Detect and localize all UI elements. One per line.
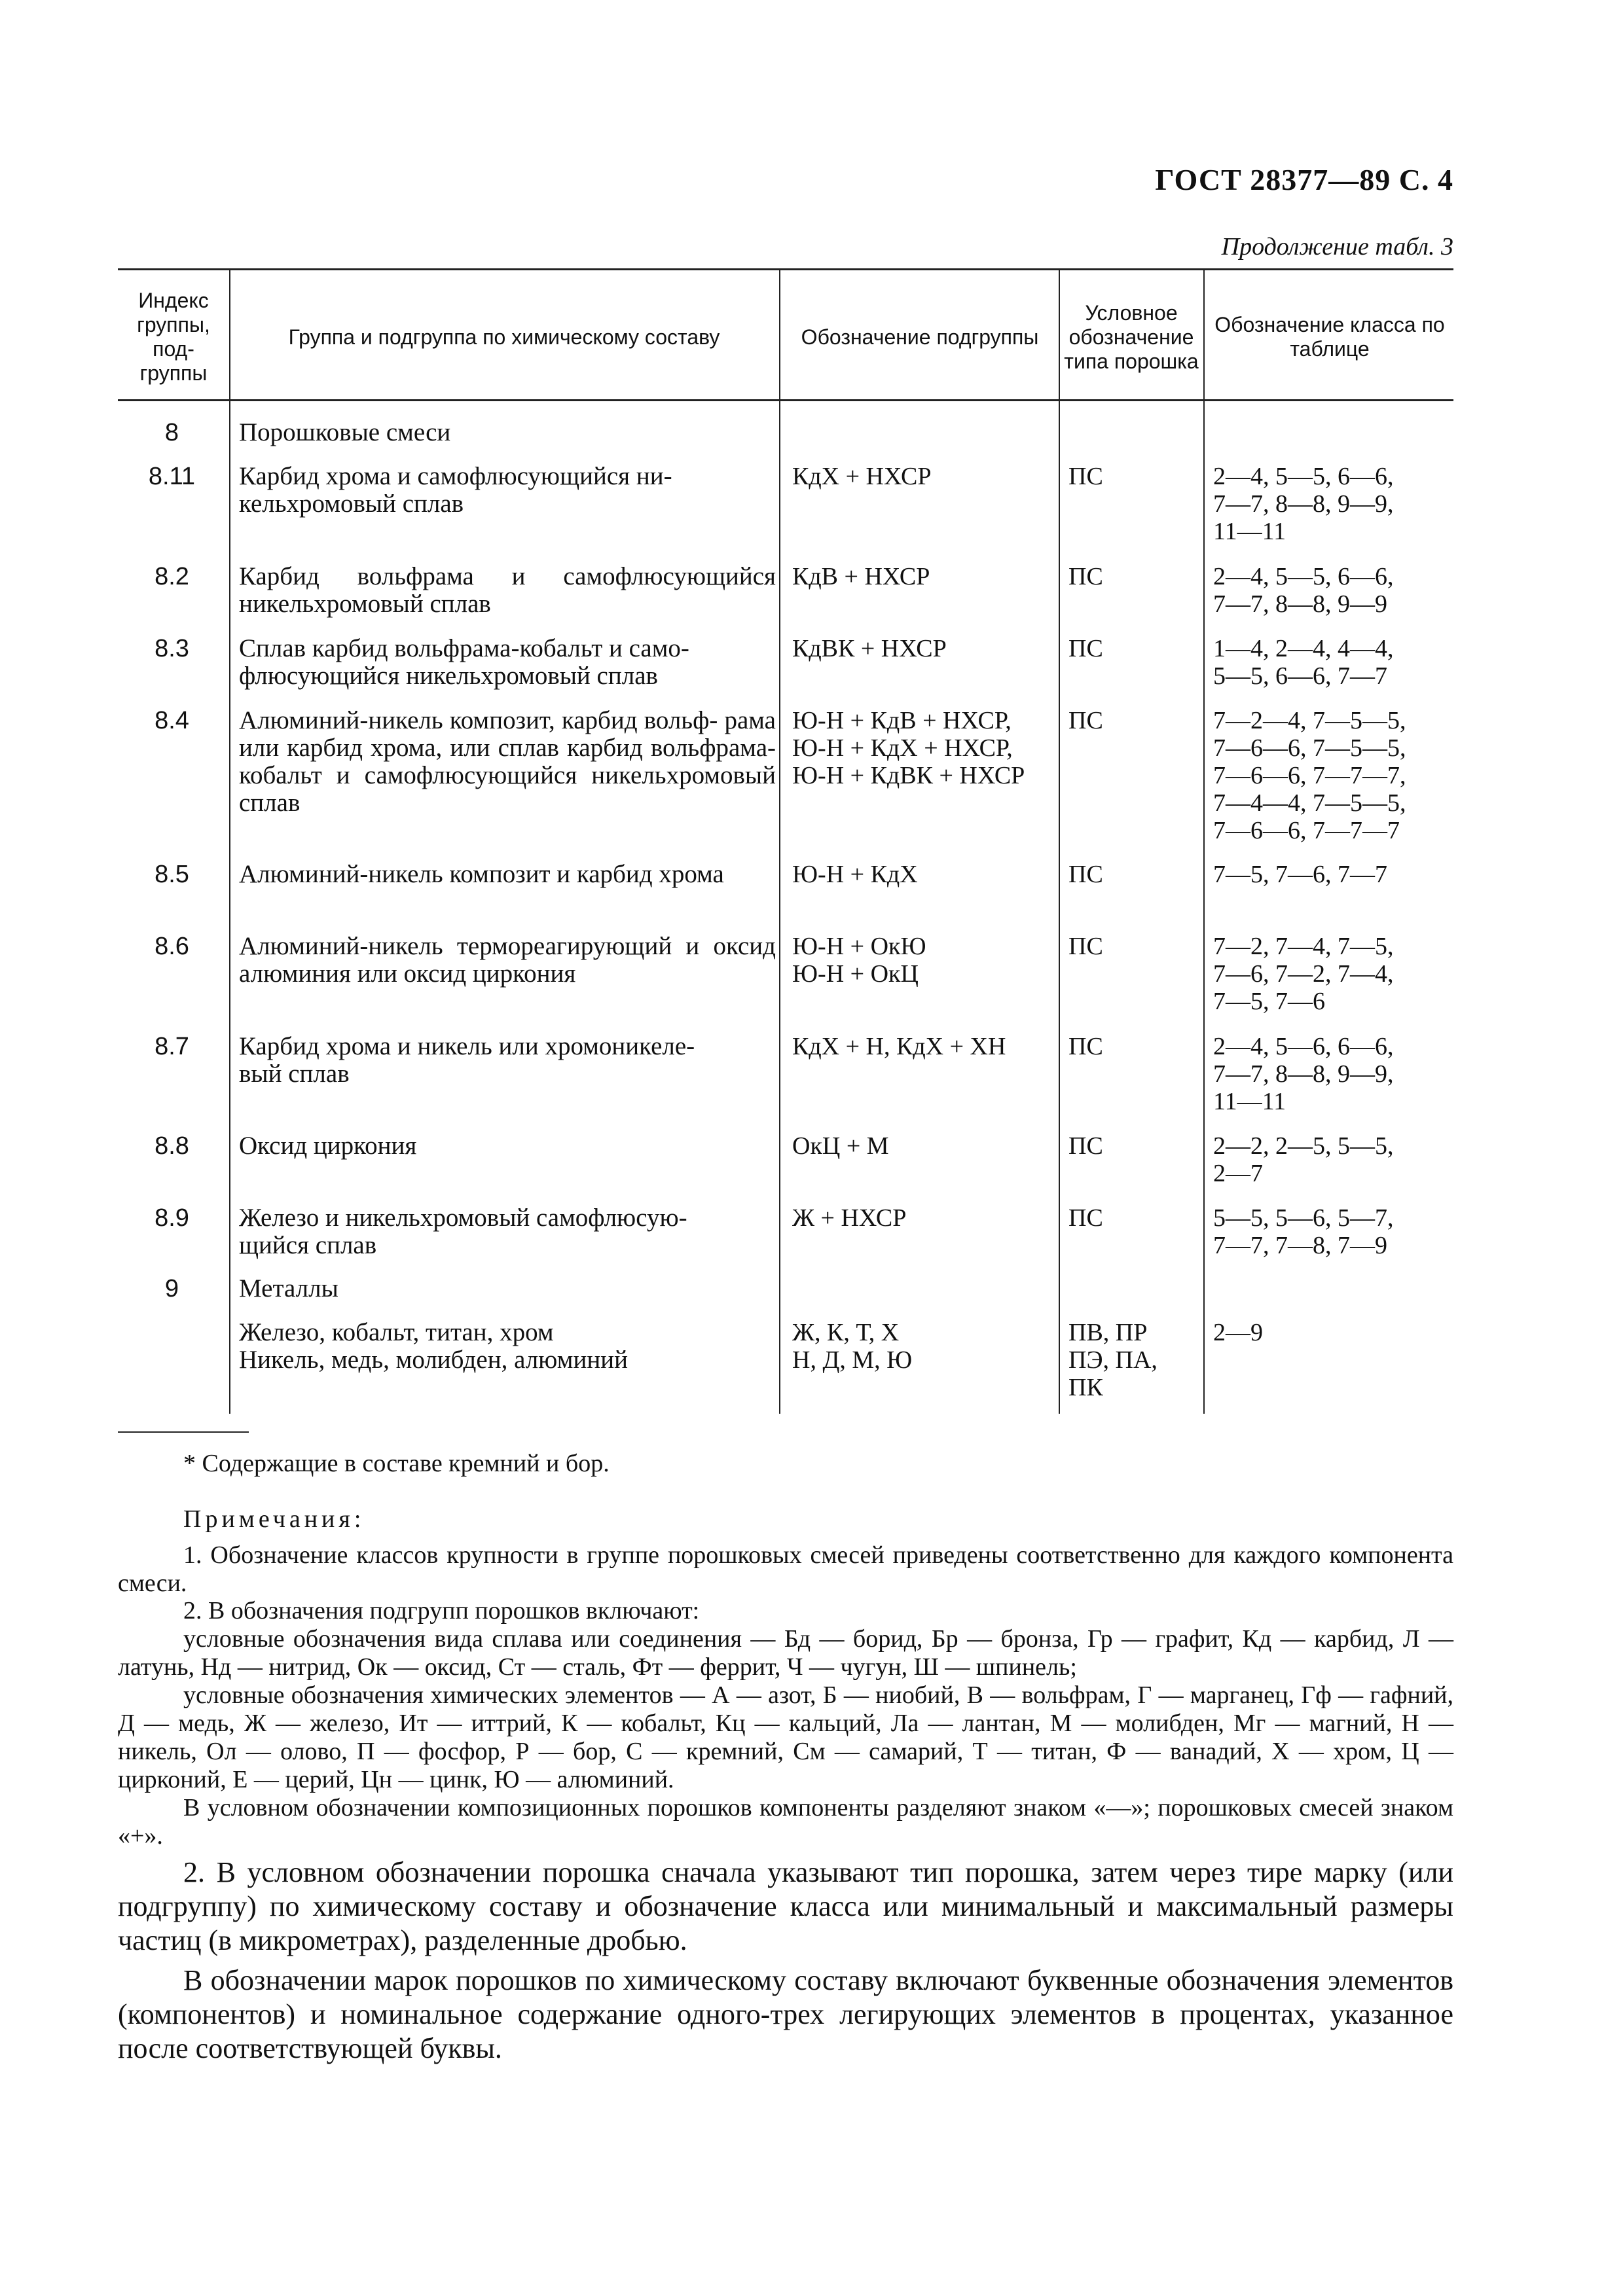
row-type: ПС (1068, 563, 1103, 590)
row-subgroup: Ю-Н + ОкЮ Ю-Н + ОкЦ (792, 933, 926, 988)
row-subgroup: КдХ + НХСР (792, 463, 932, 490)
notes-title: Примечания: (183, 1505, 365, 1533)
row-type: ПС (1068, 635, 1103, 662)
row-index: 8 (164, 419, 179, 446)
row-type: ПС (1068, 1204, 1103, 1232)
footnote-rule (118, 1431, 249, 1433)
table-top-rule (118, 268, 1453, 270)
row-type: ПС (1068, 707, 1103, 734)
row-index: 8.4 (155, 707, 189, 734)
row-class: 1—4, 2—4, 4—4, 5—5, 6—6, 7—7 (1213, 635, 1394, 690)
row-subgroup: Ю-Н + КдВ + НХСР, Ю-Н + КдХ + НХСР, Ю-Н + КдВК + НХСР (792, 707, 1025, 789)
table-continuation-label: Продолжение табл. 3 (1221, 233, 1453, 260)
row-class: 2—4, 5—5, 6—6, 7—7, 8—8, 9—9, 11—11 (1213, 463, 1394, 545)
note-2-separators: В условном обозначении композиционных порошков компоненты разделяют знаком «—»; порошковых смесей знаком «+». (118, 1794, 1453, 1850)
row-group: Алюминий-никель композит и карбид хрома (239, 860, 724, 888)
row-group: Карбид хрома и самофлюсующийся ни- кельхромовый сплав (239, 462, 672, 518)
column-divider (1203, 268, 1205, 1414)
row-index: 9 (164, 1275, 179, 1302)
row-group: Металлы (239, 1274, 338, 1302)
row-type: ПС (1068, 861, 1103, 888)
row-subgroup: КдХ + Н, КдХ + ХН (792, 1033, 1006, 1060)
row-subgroup: Ж + НХСР (792, 1204, 907, 1232)
row-index: 8.3 (155, 635, 189, 662)
row-class: 5—5, 5—6, 5—7, 7—7, 7—8, 7—9 (1213, 1204, 1394, 1259)
column-divider (229, 268, 230, 1414)
row-subgroup: КдВК + НХСР (792, 635, 947, 662)
row-index: 8.6 (155, 933, 189, 960)
row-group: Оксид циркония (239, 1132, 417, 1160)
body-paragraph-3: В обозначении марок порошков по химическому составу включают буквенные обозначения элементов (компонентов) и номинальное содержание одного-трех легирующих элементов в процентах, указанное после соответствующей буквы. (118, 1964, 1453, 2064)
column-header-subgroup: Обозначение подгруппы (801, 325, 1039, 349)
row-group: Алюминий-никель композит, карбид вольф- рама или карбид хрома, или сплав карбид вольфрама-кобальт и самофлюсующийся никельхромовый сплав (239, 706, 776, 817)
row-type: ПС (1068, 1132, 1103, 1160)
note-1: 1. Обозначение классов крупности в группе порошковых смесей приведены соответственно для каждого компонента смеси. (118, 1541, 1453, 1597)
row-group: Порошковые смеси (239, 418, 451, 446)
note-2-alloys: условные обозначения вида сплава или соединения — Бд — борид, Бр — бронза, Гр — графит, Кд — карбид, Л — латунь, Нд — нитрид, Ок — оксид, Ст — сталь, Фт — феррит, Ч — чугун, Ш — шпинель; (118, 1625, 1453, 1681)
row-group: Железо и никельхромовый самофлюсую- щийся сплав (239, 1204, 687, 1259)
row-index: 8.11 (148, 463, 196, 490)
row-subgroup: Ю-Н + КдХ (792, 861, 918, 888)
row-group: Алюминий-никель термореагирующий и оксид алюминия или оксид циркония (239, 932, 776, 988)
row-group: Карбид вольфрама и самофлюсующийся никельхромовый сплав (239, 562, 776, 618)
row-type: ПС (1068, 1033, 1103, 1060)
row-index: 8.9 (155, 1204, 189, 1232)
row-class: 2—4, 5—5, 6—6, 7—7, 8—8, 9—9 (1213, 563, 1394, 618)
table-header-rule (118, 399, 1453, 401)
row-type: ПС (1068, 933, 1103, 960)
column-header-type: Условное обозначение типа порошка (1064, 300, 1199, 373)
row-subgroup: КдВ + НХСР (792, 563, 930, 590)
row-type: ПВ, ПР ПЭ, ПА, ПК (1068, 1319, 1158, 1401)
column-divider (779, 268, 780, 1414)
row-index: 8.5 (155, 861, 189, 888)
row-class: 7—5, 7—6, 7—7 (1213, 861, 1387, 888)
column-header-index: Индекс группы, под- группы (137, 289, 210, 385)
row-index: 8.8 (155, 1132, 189, 1160)
note-2-elements: условные обозначения химических элементов — А — азот, Б — ниобий, В — вольфрам, Г — марганец, Гф — гафний, Д — медь, Ж — железо, Ит — иттрий, К — кобальт, Кц — кальций, Ла — лантан, М — молибден, Мг — магний, Н — никель, Ол — олово, П — фосфор, Р — бор, С — кремний, См — самарий, Т — титан, Ф — ванадий, Х — хром, Ц — цирконий, Е — церий, Цн — цинк, Ю — алюминий. (118, 1681, 1453, 1793)
row-group: Карбид хрома и никель или хромоникеле- вый сплав (239, 1032, 695, 1088)
row-group: Железо, кобальт, титан, хром Никель, медь, молибден, алюминий (239, 1318, 628, 1374)
row-subgroup: ОкЦ + М (792, 1132, 889, 1160)
footnote: * Содержащие в составе кремний и бор. (183, 1450, 610, 1477)
column-header-group: Группа и подгруппа по химическому составу (288, 325, 720, 349)
body-paragraph-2: 2. В условном обозначении порошка сначала указывают тип порошка, затем через тире марку (или подгруппу) по химическому составу и обозначение класса или минимальный и максимальный размеры частиц (в микрометрах), разделенные дробью. (118, 1856, 1453, 1956)
column-header-class: Обозначение класса по таблице (1214, 313, 1445, 361)
note-2: 2. В обозначения подгрупп порошков включают: (183, 1597, 700, 1624)
row-type: ПС (1068, 463, 1103, 490)
row-group: Сплав карбид вольфрама-кобальт и само- флюсующийся никельхромовый сплав (239, 634, 689, 690)
row-subgroup: Ж, К, Т, Х Н, Д, М, Ю (792, 1319, 913, 1374)
row-class: 2—2, 2—5, 5—5, 2—7 (1213, 1132, 1394, 1187)
row-class: 2—9 (1213, 1319, 1263, 1346)
row-index: 8.2 (155, 563, 189, 590)
row-class: 7—2—4, 7—5—5, 7—6—6, 7—5—5, 7—6—6, 7—7—7, 7—4—4, 7—5—5, 7—6—6, 7—7—7 (1213, 707, 1406, 844)
page-header: ГОСТ 28377—89 С. 4 (1155, 163, 1453, 196)
row-index: 8.7 (155, 1033, 189, 1060)
row-class: 2—4, 5—6, 6—6, 7—7, 8—8, 9—9, 11—11 (1213, 1033, 1394, 1115)
column-divider (1059, 268, 1060, 1414)
row-class: 7—2, 7—4, 7—5, 7—6, 7—2, 7—4, 7—5, 7—6 (1213, 933, 1394, 1015)
